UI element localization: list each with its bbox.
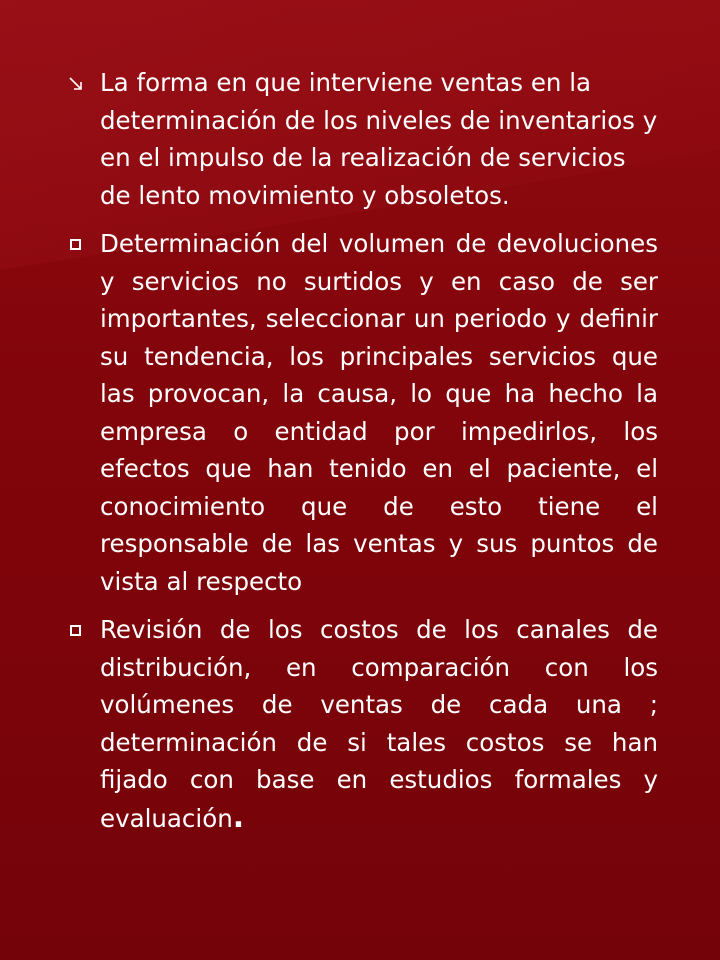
arrow-down-right-icon	[66, 74, 86, 94]
bullet-item-1	[62, 64, 658, 214]
bullet-item-3	[62, 611, 658, 837]
bullet-end-period: .	[232, 799, 245, 835]
bullet-item-2	[62, 225, 658, 600]
bullet-text-3: Revisión de los costos de los canales de distribución, en comparación con los volúmenes de ventas de cada una ; determinación de si tales costos se han fijado con base en estudios formales y evaluación	[100, 615, 658, 833]
square-bullet-icon	[70, 625, 81, 636]
bullet-text-3-wrapper	[100, 611, 658, 837]
bullet-text-2: Determinación del volumen de devoluciones y servicios no surtidos y en caso de ser importantes, seleccionar un periodo y definir su tendencia, los principales servicios que las provocan, la causa, lo que ha hecho la empresa o entidad por impedirlos, los efectos que han tenido en el paciente, el conocimiento que de esto tiene el responsable de las ventas y sus puntos de vista al respecto	[100, 229, 658, 596]
bullet-text-1: La forma en que interviene ventas en la determinación de los niveles de inventarios y en el impulso de la realización de servicios de lento movimiento y obsoletos.	[100, 68, 658, 210]
square-bullet-icon	[70, 239, 81, 250]
bullet-list	[62, 64, 658, 848]
